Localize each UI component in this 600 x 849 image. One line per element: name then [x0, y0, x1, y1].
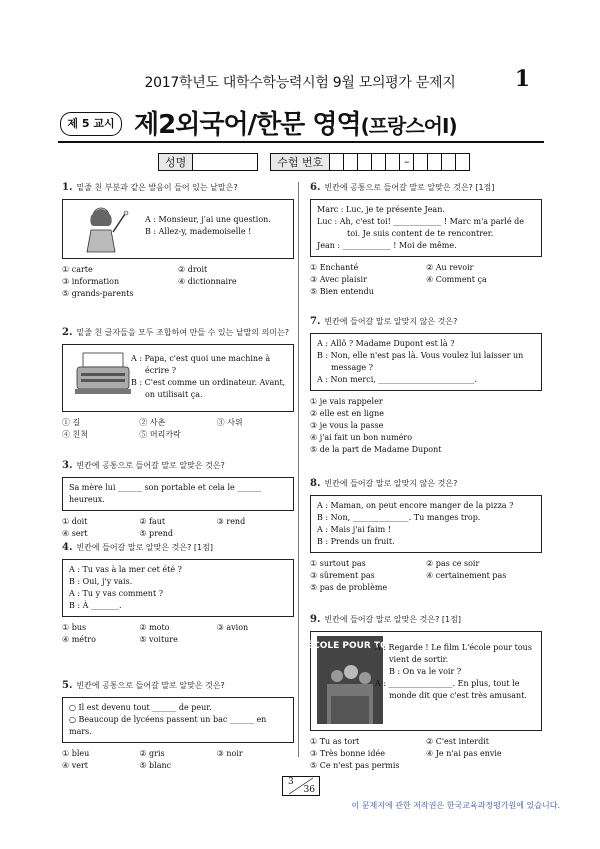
answer-options — [62, 516, 294, 540]
id-cell[interactable] — [414, 153, 428, 171]
answer-options — [310, 736, 542, 772]
page-number: 1 — [514, 66, 530, 92]
header-rule — [58, 141, 544, 143]
option[interactable]: ① 길 — [62, 418, 81, 427]
question-text: 빈칸에 들어갈 말로 알맞지 않은 것은? — [324, 317, 458, 326]
sentence: Sa mère lui ______ son portable et cela le ______ heureux. — [69, 483, 262, 504]
option[interactable]: ③ 사위 — [216, 418, 243, 427]
question-4 — [62, 542, 294, 646]
dialog-line: A : Allô ? Madame Dupont est là ? — [317, 339, 455, 348]
typewriter-icon — [69, 349, 139, 399]
question-text: 빈칸에 공통으로 들어갈 말로 알맞은 것은? — [76, 681, 225, 690]
option[interactable]: ④ Comment ça — [426, 275, 487, 284]
question-number: 7. — [310, 316, 321, 327]
sentence: ○ Beaucoup de lycéens passent un bac ______ en mars. — [69, 715, 267, 736]
id-cell[interactable] — [358, 153, 372, 171]
option[interactable]: ③ avion — [216, 623, 249, 632]
column-divider — [298, 182, 299, 757]
question-header — [62, 182, 294, 194]
answer-options — [310, 558, 542, 594]
question-header — [310, 614, 542, 626]
option[interactable]: ③ rend — [216, 517, 246, 526]
answer-options — [62, 417, 294, 441]
subject-main: 제2외국어/한문 영역 — [134, 110, 361, 140]
question-header — [62, 680, 294, 692]
dialog-line: A : ________________. En plus, tout le monde dit que c'est très amusant. — [375, 679, 527, 700]
dialog-line: B : C'est comme un ordinateur. Avant, on utilisait ça. — [131, 378, 286, 399]
question-text: 빈칸에 공통으로 들어갈 말로 알맞은 것은? — [76, 461, 225, 470]
question-7 — [310, 316, 542, 456]
dialog-line: Luc : Ah, c'est toi! ____________ ! Marc m'a parlé de toi. Je suis content de te rencontrer. — [317, 217, 524, 238]
option[interactable]: ① bus — [62, 623, 87, 632]
answer-options — [62, 264, 294, 300]
dialog-line: A : Non merci, ________________________. — [317, 375, 477, 384]
option[interactable]: ③ information — [62, 277, 120, 286]
movie-poster-icon — [298, 636, 402, 724]
option[interactable]: ① Tu as tort — [310, 737, 360, 746]
option[interactable]: ④ vert — [62, 761, 89, 770]
id-cell[interactable] — [442, 153, 456, 171]
dialog-line: Marc : Luc, je te présente Jean. — [317, 205, 445, 214]
dialog-line: A : Tu y vas comment ? — [69, 589, 163, 598]
option[interactable]: ① je vais rappeler — [310, 397, 383, 406]
dialog-line: A : Tu vas à la mer cet été ? — [69, 565, 182, 574]
question-3 — [62, 460, 294, 540]
sentence-box — [62, 697, 294, 743]
question-text: 빈칸에 들어갈 말로 알맞은 것은? [1점] — [324, 615, 461, 624]
option[interactable]: ② droit — [178, 265, 208, 274]
option[interactable]: ② C'est interdit — [426, 737, 490, 746]
id-label: 수험 번호 — [270, 153, 330, 171]
name-label: 성명 — [158, 153, 193, 171]
dialog-line: B : Non, ______________. Tu manges trop. — [317, 513, 481, 522]
option[interactable]: ② Au revoir — [426, 263, 474, 272]
id-cell[interactable] — [456, 153, 470, 171]
dialog-box — [310, 495, 542, 553]
question-number: 3. — [62, 460, 73, 471]
option[interactable]: ④ certainement pas — [426, 571, 507, 580]
dialog-box — [62, 344, 294, 412]
question-number: 4. — [62, 542, 73, 553]
question-text: 빈칸에 들어갈 말로 알맞은 것은? [1점] — [76, 543, 213, 552]
page-counter — [282, 776, 320, 796]
question-2 — [62, 327, 294, 441]
dialog-line: B : Non, elle n'est pas là. Vous voulez lui laisser un message ? — [317, 351, 524, 372]
option[interactable]: ① doit — [62, 517, 88, 526]
poster-title: L'ÉCOLE POUR TOUS — [298, 641, 402, 651]
id-row — [158, 153, 470, 171]
question-text: 밑줄 친 글자들을 모두 조합하여 만들 수 있는 낱말의 의미는? — [76, 328, 290, 337]
question-8 — [310, 478, 542, 594]
question-header — [310, 478, 542, 490]
dialog-line: B : On va le voir ? — [389, 667, 462, 676]
question-text: 빈칸에 들어갈 말로 알맞지 않은 것은? — [324, 479, 458, 488]
dialog-box — [310, 199, 542, 257]
subject-sub: (프랑스어Ⅰ) — [360, 114, 457, 138]
option[interactable]: ② elle est en ligne — [310, 409, 384, 418]
copyright-notice: 이 문제지에 관한 저작권은 한국교육과정평가원에 있습니다. — [351, 801, 560, 810]
option[interactable]: ⑤ voiture — [139, 635, 178, 644]
option[interactable]: ① carte — [62, 265, 93, 274]
option[interactable]: ② faut — [139, 517, 166, 526]
option[interactable]: ⑤ blanc — [139, 761, 172, 770]
option[interactable]: ⑤ grands-parents — [62, 289, 134, 298]
answer-options — [62, 748, 294, 772]
option[interactable]: ④ dictionnaire — [178, 277, 237, 286]
question-5 — [62, 680, 294, 772]
option[interactable]: ④ j'ai fait un bon numéro — [310, 433, 413, 442]
id-dash: – — [400, 153, 414, 171]
question-header — [62, 460, 294, 472]
option[interactable]: ③ je vous la passe — [310, 421, 384, 430]
option[interactable]: ① surtout pas — [310, 559, 366, 568]
id-cell[interactable] — [386, 153, 400, 171]
option[interactable]: ③ Très bonne idée — [310, 749, 385, 758]
question-number: 8. — [310, 478, 321, 489]
dialog-line: Jean : ____________ ! Moi de même. — [317, 241, 457, 250]
option[interactable]: ⑤ prend — [139, 529, 173, 538]
question-number: 6. — [310, 182, 321, 193]
dialog-line: B : À _______. — [69, 601, 122, 610]
name-field[interactable] — [193, 153, 258, 171]
question-header — [62, 327, 294, 339]
question-text: 빈칸에 공통으로 들어갈 말로 알맞은 것은? [1점] — [324, 183, 495, 192]
option[interactable]: ⑤ Ce n'est pas permis — [310, 761, 400, 770]
dialog-line: B : Allez-y, mademoiselle ! — [145, 227, 252, 236]
option[interactable]: ⑤ 머리카락 — [139, 430, 181, 439]
total-pages: 36 — [303, 785, 315, 795]
option[interactable]: ⑤ de la part de Madame Dupont — [310, 445, 442, 454]
option[interactable]: ④ sert — [62, 529, 88, 538]
option[interactable]: ④ Je n'ai pas envie — [426, 749, 502, 758]
current-page: 3 — [288, 777, 294, 787]
answer-options — [310, 396, 542, 456]
question-number: 1. — [62, 182, 73, 193]
exam-title: 2017학년도 대학수학능력시험 9월 모의평가 문제지 — [144, 75, 456, 91]
dialog-line: B : Prends un fruit. — [317, 537, 395, 546]
answer-options — [62, 622, 294, 646]
id-cell[interactable] — [330, 153, 344, 171]
option[interactable]: ③ Avec plaisir — [310, 275, 367, 284]
option[interactable]: ② 사촌 — [139, 418, 166, 427]
question-header — [62, 542, 294, 554]
sentence-box — [62, 477, 294, 511]
id-cell[interactable] — [428, 153, 442, 171]
option[interactable]: ⑤ Bien entendu — [310, 287, 374, 296]
student-illustration-icon — [69, 204, 139, 254]
question-number: 5. — [62, 680, 73, 691]
question-1 — [62, 182, 294, 300]
dialog-box — [62, 559, 294, 617]
id-cell[interactable] — [372, 153, 386, 171]
dialog-box — [310, 333, 542, 391]
option[interactable]: ③ sûrement pas — [310, 571, 375, 580]
question-header — [310, 182, 542, 194]
question-9 — [298, 614, 542, 772]
option[interactable]: ② pas ce soir — [426, 559, 480, 568]
sentence: ○ Il est devenu tout ______ de peur. — [69, 703, 212, 712]
option[interactable]: ① Enchanté — [310, 263, 359, 272]
id-cell[interactable] — [344, 153, 358, 171]
dialog-line: A : Mais j'ai faim ! — [317, 525, 391, 534]
question-6 — [310, 182, 542, 298]
dialog-line: A : Monsieur, j'ai une question. — [145, 215, 271, 224]
dialog-line: B : Oui, j'y vais. — [69, 577, 133, 586]
dialog-line: A : Papa, c'est quoi une machine à écrire ? — [131, 354, 271, 375]
session-badge: 제 5 교시 — [60, 112, 122, 136]
answer-options — [310, 262, 542, 298]
option[interactable]: ④ métro — [62, 635, 96, 644]
question-number: 2. — [62, 327, 73, 338]
option[interactable]: ② gris — [139, 749, 165, 758]
dialog-line: A : Regarde ! Le film L'école pour tous vient de sortir. — [375, 643, 532, 664]
dialog-line: A : Maman, on peut encore manger de la pizza ? — [317, 501, 514, 510]
subject-title — [134, 104, 457, 141]
question-number: 9. — [310, 614, 321, 625]
dialog-box — [62, 199, 294, 259]
option[interactable]: ② moto — [139, 623, 170, 632]
question-header — [310, 316, 542, 328]
dialog-box — [298, 631, 542, 731]
option[interactable]: ⑤ pas de problème — [310, 583, 388, 592]
option[interactable]: ③ noir — [216, 749, 243, 758]
question-text: 밑줄 친 부분과 같은 발음이 들어 있는 낱말은? — [76, 183, 238, 192]
option[interactable]: ④ 친척 — [62, 430, 88, 439]
option[interactable]: ① bleu — [62, 749, 90, 758]
